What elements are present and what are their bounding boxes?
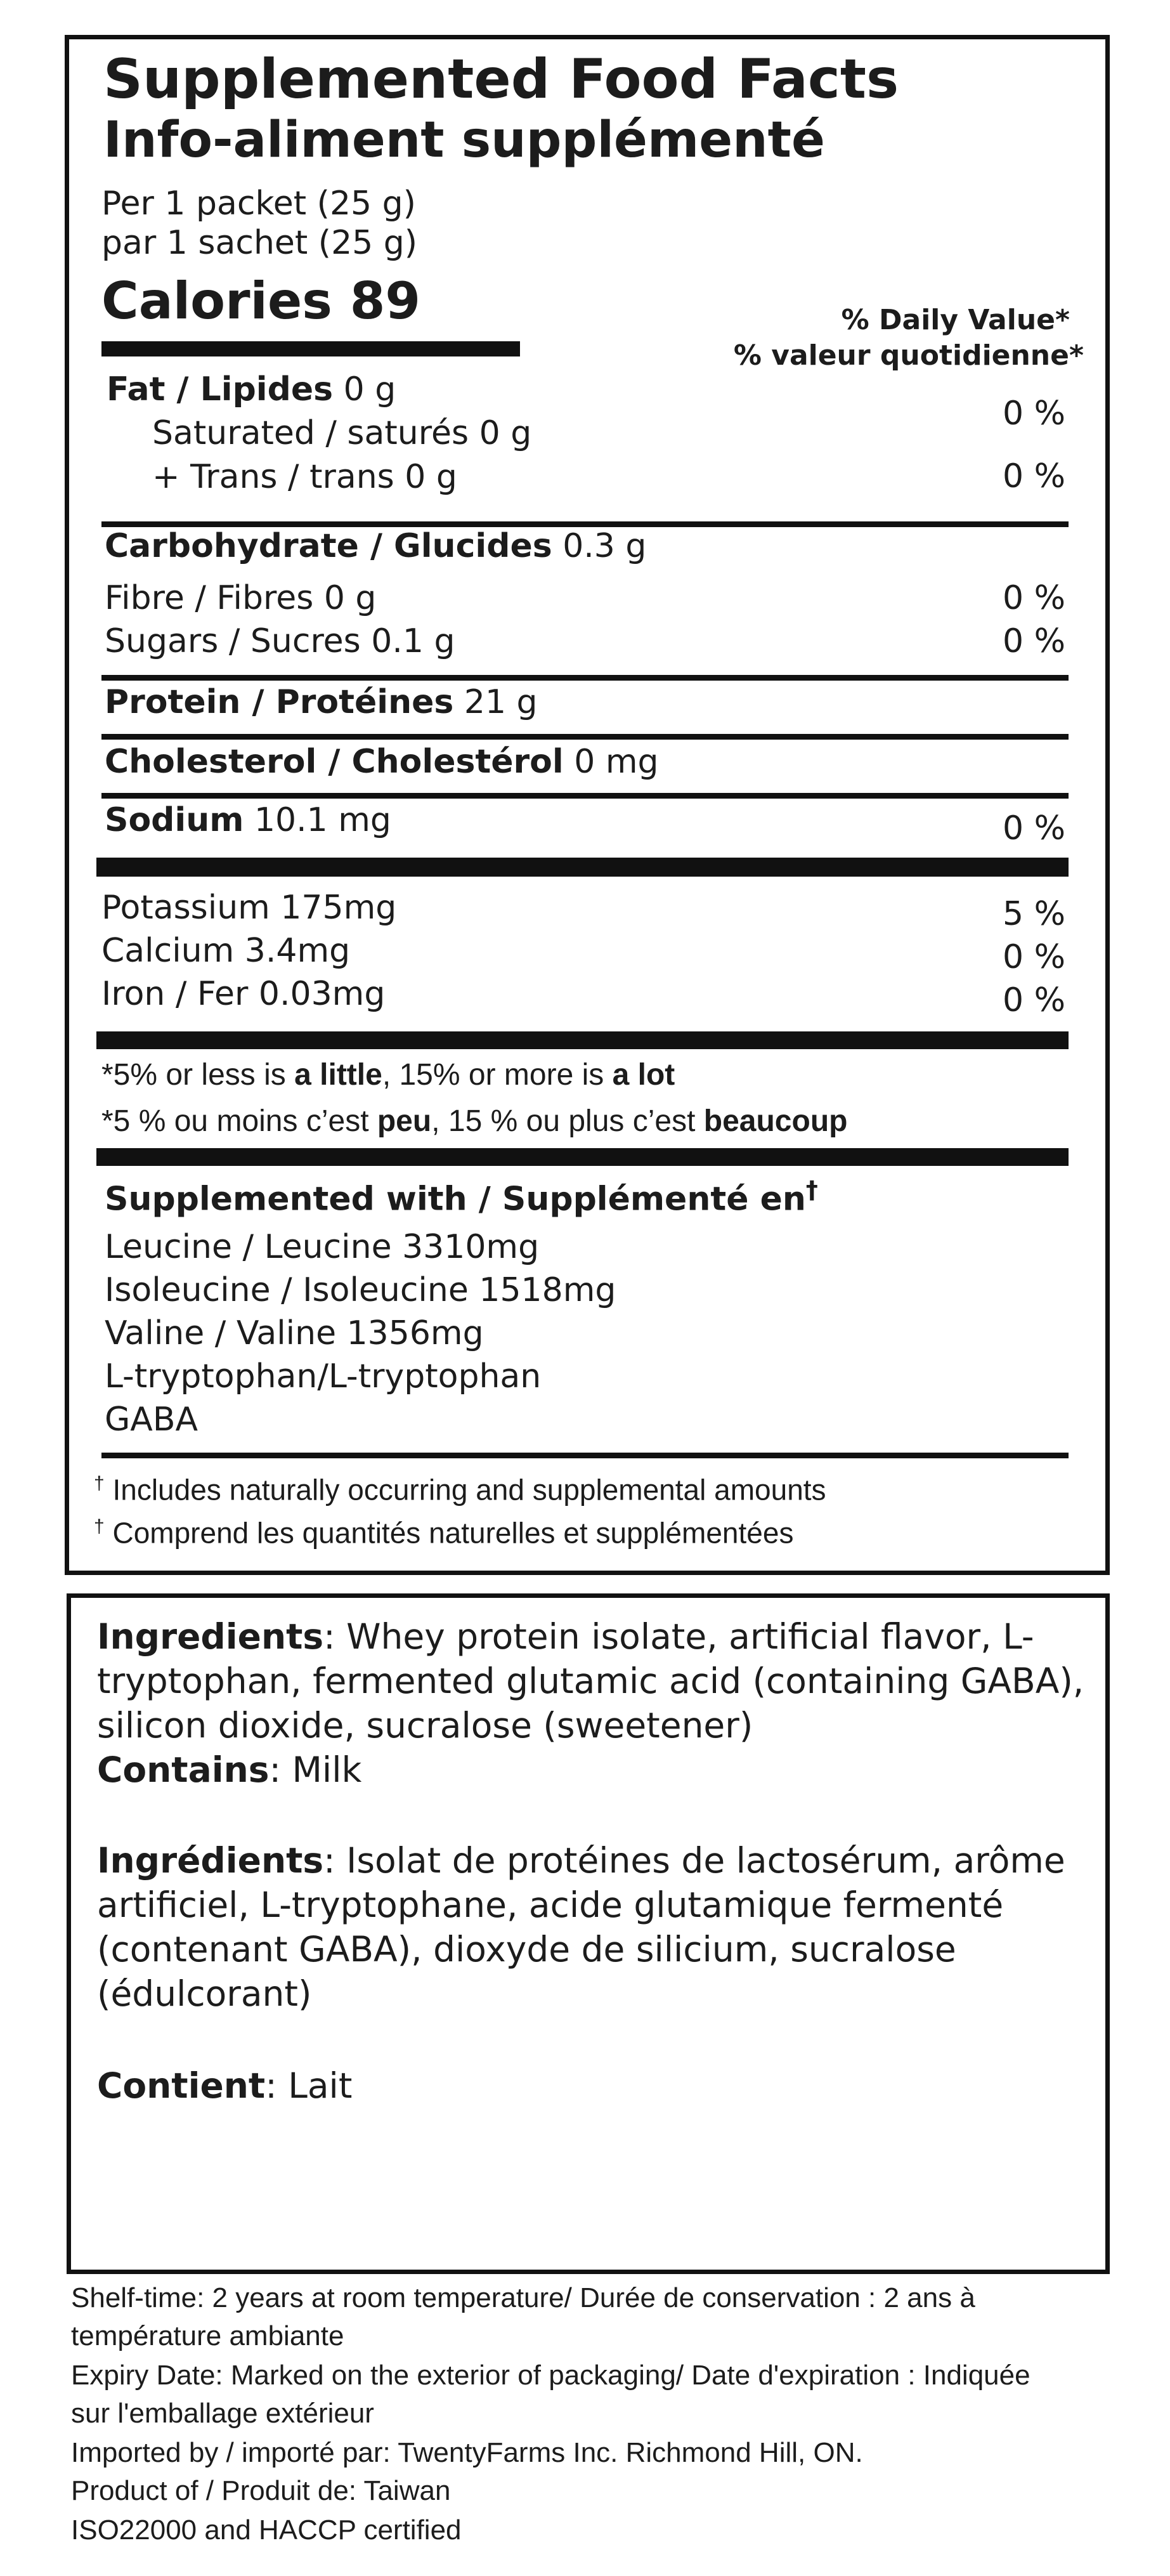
supplement-valine: Valine / Valine 1356mg <box>105 1314 484 1352</box>
sodium-amount: 10.1 mg <box>254 801 391 839</box>
cholesterol-label: Cholesterol / Cholestérol <box>105 743 564 781</box>
ingredients-block-en <box>97 1614 1086 1792</box>
calories-label: Calories <box>101 271 332 330</box>
potassium-row: Potassium 175mg <box>101 889 397 927</box>
cholesterol-amount: 0 mg <box>574 743 659 781</box>
calcium-row: Calcium 3.4mg <box>101 932 351 970</box>
daily-value-header-en: % Daily Value* <box>841 304 1070 336</box>
contains-block-fr <box>97 2063 1086 2108</box>
dagger-note-en: † Includes naturally occurring and supplemental amounts <box>94 1473 826 1507</box>
protein-label: Protein / Protéines <box>105 683 454 721</box>
daily-value-footnote-en: *5% or less is a little, 15% or more is a lot <box>101 1058 675 1092</box>
ingredients-block-fr <box>97 1838 1086 2016</box>
imported-by: Imported by / importé par: TwentyFarms Inc. Richmond Hill, ON. <box>71 2437 863 2468</box>
calories-value: 89 <box>349 271 421 330</box>
dagger-mark: † <box>805 1176 818 1204</box>
cholesterol-row <box>105 742 659 781</box>
fat-label: Fat / Lipides <box>107 370 334 409</box>
supplement-gaba: GABA <box>105 1401 198 1439</box>
calories-row <box>101 273 420 330</box>
expiry-line-2: sur l'emballage extérieur <box>71 2398 374 2429</box>
rule-before-dagger-note <box>101 1453 1069 1458</box>
sugars-row: Sugars / Sucres 0.1 g <box>105 622 455 660</box>
rule-after-carbs <box>101 675 1069 681</box>
ingredients-fr: Ingrédients: Isolat de protéines de lactosérum, arôme artificiel, L-tryptophane, acide glutamique fermenté (contenant GABA), dioxyde de silicium, sucralose (édulcorant) <box>97 1840 1065 2014</box>
protein-amount: 21 g <box>464 683 538 721</box>
shelf-time-line-1: Shelf-time: 2 years at room temperature/ Durée de conservation : 2 ans à <box>71 2282 975 2313</box>
carbohydrate-amount: 0.3 g <box>562 527 647 565</box>
supplement-tryptophan: L-tryptophan/L-tryptophan <box>105 1357 542 1396</box>
fat-dv: 0 % <box>1002 395 1065 433</box>
fat-amount: 0 g <box>343 370 396 409</box>
fibre-row: Fibre / Fibres 0 g <box>105 579 377 617</box>
facts-title-en: Supplemented Food Facts <box>103 48 899 111</box>
contains-fr: Contient: Lait <box>97 2065 353 2106</box>
fat-row <box>107 370 396 409</box>
thick-rule-before-footnote <box>96 1031 1069 1049</box>
iron-dv: 0 % <box>1002 981 1065 1019</box>
sodium-label: Sodium <box>105 801 244 839</box>
facts-title-fr: Info-aliment supplémenté <box>103 112 825 169</box>
iron-row: Iron / Fer 0.03mg <box>101 975 386 1013</box>
supplement-isoleucine: Isoleucine / Isoleucine 1518mg <box>105 1271 616 1309</box>
sodium-dv: 0 % <box>1002 809 1065 847</box>
carbohydrate-label: Carbohydrate / Glucides <box>105 527 552 565</box>
calories-rule <box>101 341 520 356</box>
supplemented-header: Supplemented with / Supplémenté en† <box>105 1176 818 1219</box>
rule-after-protein <box>101 734 1069 740</box>
sugars-dv: 0 % <box>1002 622 1065 660</box>
ingredients-en: Ingredients: Whey protein isolate, artificial flavor, L-tryptophan, fermented glutamic acid (containing GABA), silicon dioxide, sucralose (sweetener) <box>97 1616 1084 1746</box>
carbohydrate-row <box>105 526 646 566</box>
rule-after-cholesterol <box>101 793 1069 799</box>
thick-rule-before-minerals <box>96 858 1069 877</box>
contains-en: Contains: Milk <box>97 1749 362 1790</box>
sat-trans-dv: 0 % <box>1002 457 1065 495</box>
rule-before-supplements <box>96 1148 1069 1166</box>
supplement-leucine: Leucine / Leucine 3310mg <box>105 1228 540 1266</box>
product-of: Product of / Produit de: Taiwan <box>71 2475 451 2506</box>
protein-row <box>105 683 538 722</box>
serving-size-fr: par 1 sachet (25 g) <box>101 224 418 262</box>
dagger-note-fr: † Comprend les quantités naturelles et supplémentées <box>94 1516 794 1550</box>
calcium-dv: 0 % <box>1002 938 1065 976</box>
daily-value-header-fr: % valeur quotidienne* <box>733 339 1084 372</box>
saturated-row: Saturated / saturés 0 g <box>152 414 532 452</box>
sodium-row <box>105 801 391 840</box>
certification: ISO22000 and HACCP certified <box>71 2514 462 2546</box>
fibre-dv: 0 % <box>1002 579 1065 617</box>
serving-size-en: Per 1 packet (25 g) <box>101 185 416 223</box>
daily-value-footnote-fr: *5 % ou moins c’est peu, 15 % ou plus c’est beaucoup <box>101 1104 848 1138</box>
trans-row: + Trans / trans 0 g <box>152 458 457 496</box>
expiry-line-1: Expiry Date: Marked on the exterior of packaging/ Date d'expiration : Indiquée <box>71 2360 1030 2391</box>
potassium-dv: 5 % <box>1002 895 1065 933</box>
shelf-time-line-2: température ambiante <box>71 2320 344 2351</box>
